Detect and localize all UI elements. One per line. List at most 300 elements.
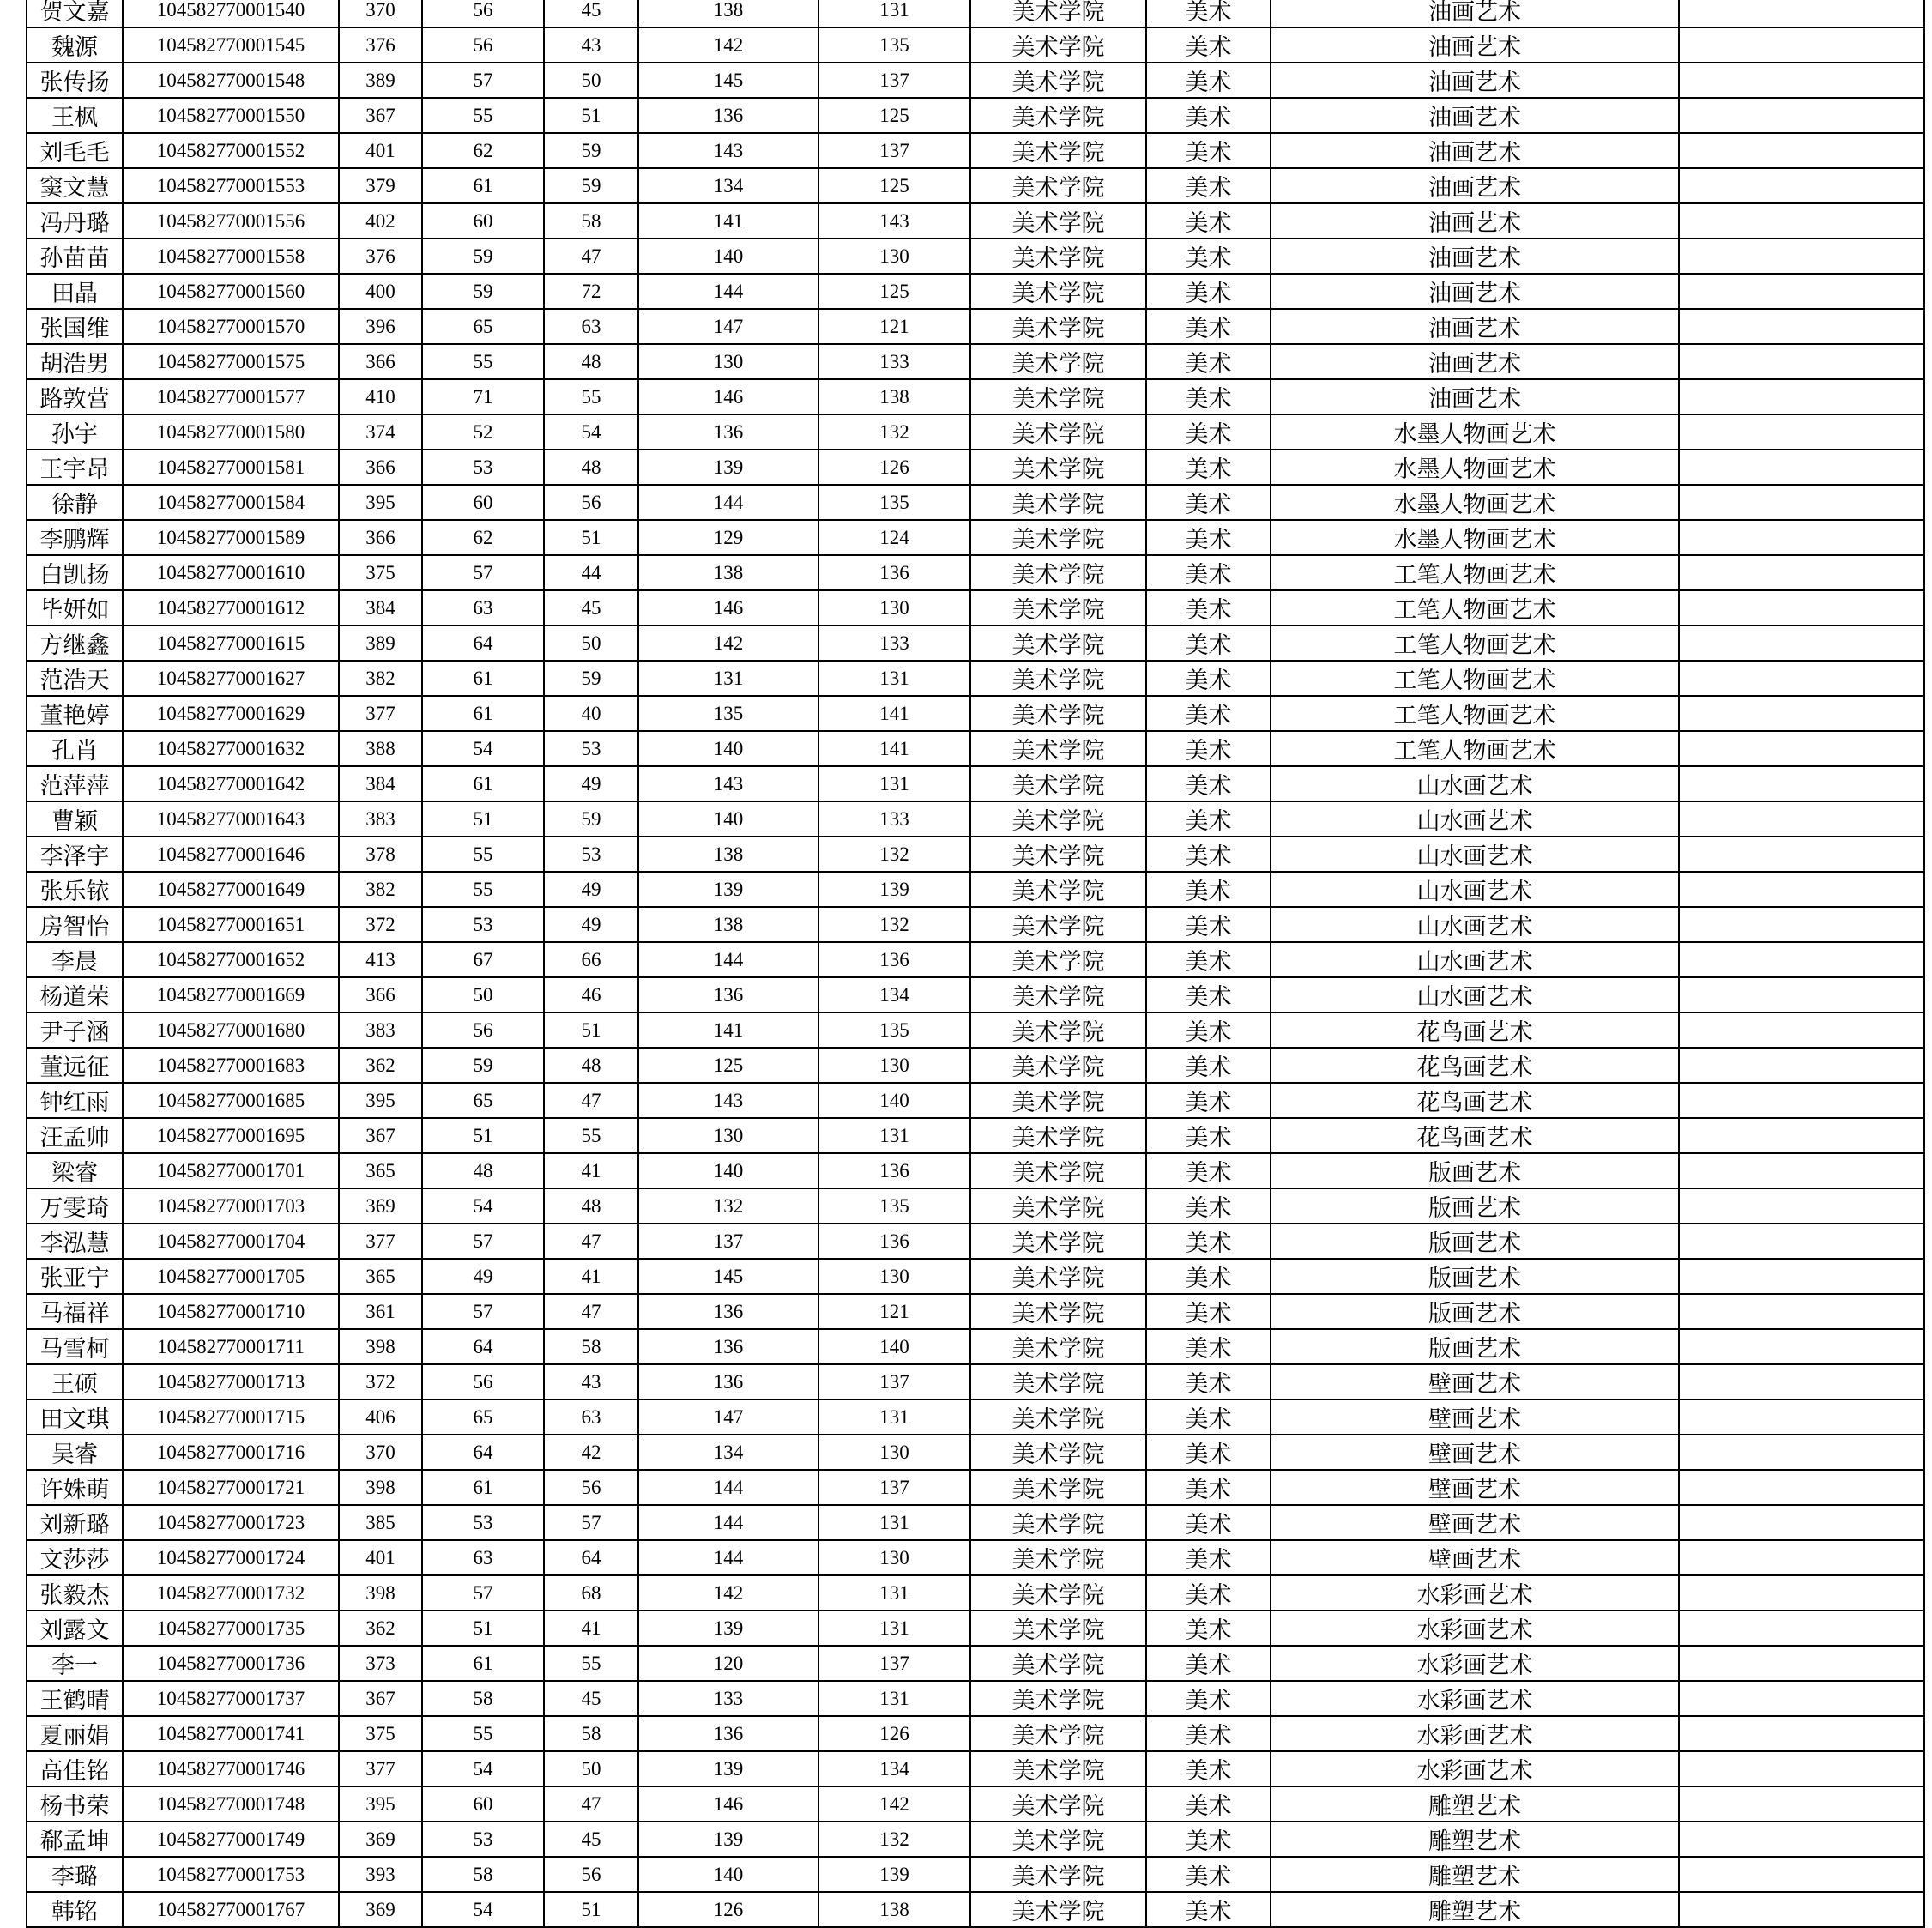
cell-remark (1679, 1822, 1924, 1857)
cell-score-4: 130 (818, 1259, 970, 1294)
cell-score-4: 121 (818, 1294, 970, 1329)
cell-college: 美术学院 (970, 1012, 1146, 1048)
cell-score-1: 61 (422, 1470, 544, 1505)
cell-score-3: 136 (638, 414, 818, 450)
table-row (27, 379, 1924, 414)
cell-major: 工笔人物画艺术 (1271, 555, 1679, 590)
cell-remark (1679, 1540, 1924, 1575)
cell-score-4: 141 (818, 696, 970, 731)
cell-score-3: 139 (638, 450, 818, 485)
cell-name: 马雪柯 (27, 1329, 123, 1364)
cell-total-score: 377 (339, 1751, 422, 1786)
cell-total-score: 366 (339, 450, 422, 485)
cell-name: 张乐铱 (27, 872, 123, 907)
cell-total-score: 396 (339, 309, 422, 344)
cell-exam-id: 104582770001540 (123, 0, 339, 27)
cell-remark (1679, 942, 1924, 977)
cell-score-2: 47 (544, 1786, 638, 1822)
cell-name: 房智怡 (27, 907, 123, 942)
cell-score-4: 134 (818, 977, 970, 1012)
cell-college: 美术学院 (970, 203, 1146, 239)
cell-major: 工笔人物画艺术 (1271, 590, 1679, 626)
cell-score-4: 135 (818, 485, 970, 520)
cell-category: 美术 (1146, 1048, 1271, 1083)
cell-major: 油画艺术 (1271, 63, 1679, 98)
cell-major: 花鸟画艺术 (1271, 1118, 1679, 1153)
cell-score-4: 138 (818, 1892, 970, 1927)
cell-score-4: 125 (818, 98, 970, 133)
cell-score-4: 139 (818, 1857, 970, 1892)
cell-exam-id: 104582770001552 (123, 133, 339, 168)
cell-major: 油画艺术 (1271, 133, 1679, 168)
cell-college: 美术学院 (970, 1153, 1146, 1188)
cell-name: 董远征 (27, 1048, 123, 1083)
cell-category: 美术 (1146, 344, 1271, 379)
cell-score-4: 125 (818, 274, 970, 309)
cell-remark (1679, 661, 1924, 696)
table-row (27, 1470, 1924, 1505)
cell-remark (1679, 1259, 1924, 1294)
table-row (27, 942, 1924, 977)
cell-exam-id: 104582770001695 (123, 1118, 339, 1153)
cell-remark (1679, 1012, 1924, 1048)
cell-college: 美术学院 (970, 1540, 1146, 1575)
cell-major: 工笔人物画艺术 (1271, 696, 1679, 731)
cell-score-2: 63 (544, 1399, 638, 1435)
cell-college: 美术学院 (970, 1786, 1146, 1822)
cell-score-1: 65 (422, 1399, 544, 1435)
cell-category: 美术 (1146, 1822, 1271, 1857)
cell-score-4: 131 (818, 661, 970, 696)
cell-college: 美术学院 (970, 27, 1146, 63)
cell-exam-id: 104582770001715 (123, 1399, 339, 1435)
cell-remark (1679, 1786, 1924, 1822)
table-row (27, 1611, 1924, 1646)
cell-remark (1679, 98, 1924, 133)
cell-exam-id: 104582770001545 (123, 27, 339, 63)
cell-score-1: 55 (422, 98, 544, 133)
cell-score-3: 141 (638, 1012, 818, 1048)
cell-remark (1679, 1857, 1924, 1892)
cell-score-3: 146 (638, 1786, 818, 1822)
cell-name: 张毅杰 (27, 1575, 123, 1611)
cell-score-4: 131 (818, 1399, 970, 1435)
cell-exam-id: 104582770001732 (123, 1575, 339, 1611)
cell-score-4: 133 (818, 344, 970, 379)
cell-category: 美术 (1146, 1399, 1271, 1435)
cell-score-2: 47 (544, 239, 638, 274)
cell-score-2: 53 (544, 837, 638, 872)
cell-total-score: 373 (339, 1646, 422, 1681)
cell-score-1: 56 (422, 1364, 544, 1399)
table-row (27, 1329, 1924, 1364)
cell-score-1: 64 (422, 626, 544, 661)
cell-score-4: 139 (818, 872, 970, 907)
cell-remark (1679, 837, 1924, 872)
cell-major: 油画艺术 (1271, 239, 1679, 274)
cell-score-3: 136 (638, 1329, 818, 1364)
cell-score-2: 58 (544, 1716, 638, 1751)
cell-category: 美术 (1146, 1259, 1271, 1294)
cell-name: 孙苗苗 (27, 239, 123, 274)
cell-name: 高佳铭 (27, 1751, 123, 1786)
cell-major: 壁画艺术 (1271, 1399, 1679, 1435)
cell-college: 美术学院 (970, 1611, 1146, 1646)
cell-exam-id: 104582770001685 (123, 1083, 339, 1118)
table-row (27, 0, 1924, 27)
cell-college: 美术学院 (970, 239, 1146, 274)
cell-category: 美术 (1146, 1083, 1271, 1118)
cell-name: 李泓慧 (27, 1224, 123, 1259)
cell-category: 美术 (1146, 1294, 1271, 1329)
cell-exam-id: 104582770001629 (123, 696, 339, 731)
cell-total-score: 369 (339, 1188, 422, 1224)
cell-category: 美术 (1146, 626, 1271, 661)
cell-score-4: 131 (818, 1575, 970, 1611)
cell-college: 美术学院 (970, 274, 1146, 309)
cell-major: 油画艺术 (1271, 309, 1679, 344)
cell-college: 美术学院 (970, 379, 1146, 414)
cell-total-score: 367 (339, 1681, 422, 1716)
cell-remark (1679, 344, 1924, 379)
cell-college: 美术学院 (970, 801, 1146, 837)
cell-score-4: 130 (818, 1435, 970, 1470)
cell-total-score: 370 (339, 1435, 422, 1470)
cell-score-3: 141 (638, 203, 818, 239)
cell-name: 李鹏辉 (27, 520, 123, 555)
cell-category: 美术 (1146, 27, 1271, 63)
cell-score-4: 132 (818, 414, 970, 450)
cell-exam-id: 104582770001581 (123, 450, 339, 485)
cell-college: 美术学院 (970, 1716, 1146, 1751)
cell-score-4: 135 (818, 27, 970, 63)
cell-score-4: 131 (818, 1118, 970, 1153)
cell-major: 版画艺术 (1271, 1224, 1679, 1259)
cell-score-4: 131 (818, 1611, 970, 1646)
cell-total-score: 402 (339, 203, 422, 239)
cell-name: 王宇昂 (27, 450, 123, 485)
cell-exam-id: 104582770001703 (123, 1188, 339, 1224)
cell-score-2: 58 (544, 1329, 638, 1364)
cell-category: 美术 (1146, 1470, 1271, 1505)
cell-college: 美术学院 (970, 1259, 1146, 1294)
cell-major: 水彩画艺术 (1271, 1716, 1679, 1751)
cell-score-2: 47 (544, 1224, 638, 1259)
cell-exam-id: 104582770001652 (123, 942, 339, 977)
cell-college: 美术学院 (970, 1575, 1146, 1611)
cell-remark (1679, 626, 1924, 661)
cell-total-score: 372 (339, 907, 422, 942)
cell-major: 壁画艺术 (1271, 1505, 1679, 1540)
cell-remark (1679, 1399, 1924, 1435)
cell-exam-id: 104582770001748 (123, 1786, 339, 1822)
cell-score-2: 45 (544, 1681, 638, 1716)
cell-college: 美术学院 (970, 837, 1146, 872)
cell-college: 美术学院 (970, 696, 1146, 731)
cell-score-1: 52 (422, 414, 544, 450)
table-row (27, 907, 1924, 942)
cell-remark (1679, 520, 1924, 555)
cell-score-4: 142 (818, 1786, 970, 1822)
cell-score-1: 49 (422, 1259, 544, 1294)
table-row (27, 168, 1924, 203)
cell-score-2: 53 (544, 731, 638, 766)
cell-score-1: 51 (422, 1118, 544, 1153)
cell-score-1: 64 (422, 1329, 544, 1364)
table-row (27, 1857, 1924, 1892)
cell-name: 董艳婷 (27, 696, 123, 731)
cell-score-1: 48 (422, 1153, 544, 1188)
cell-category: 美术 (1146, 1857, 1271, 1892)
cell-score-4: 135 (818, 1188, 970, 1224)
cell-major: 水彩画艺术 (1271, 1751, 1679, 1786)
cell-college: 美术学院 (970, 590, 1146, 626)
cell-name: 韩铭 (27, 1892, 123, 1927)
cell-score-3: 140 (638, 1857, 818, 1892)
cell-exam-id: 104582770001550 (123, 98, 339, 133)
cell-score-1: 63 (422, 590, 544, 626)
cell-score-3: 143 (638, 766, 818, 801)
cell-total-score: 398 (339, 1575, 422, 1611)
cell-exam-id: 104582770001615 (123, 626, 339, 661)
cell-score-3: 143 (638, 1083, 818, 1118)
cell-name: 李一 (27, 1646, 123, 1681)
cell-name: 徐静 (27, 485, 123, 520)
cell-score-3: 143 (638, 133, 818, 168)
cell-remark (1679, 1294, 1924, 1329)
cell-college: 美术学院 (970, 63, 1146, 98)
cell-score-3: 147 (638, 1399, 818, 1435)
cell-category: 美术 (1146, 1575, 1271, 1611)
cell-score-4: 126 (818, 450, 970, 485)
cell-score-2: 51 (544, 98, 638, 133)
cell-major: 水彩画艺术 (1271, 1611, 1679, 1646)
cell-major: 版画艺术 (1271, 1329, 1679, 1364)
cell-name: 钟红雨 (27, 1083, 123, 1118)
cell-score-4: 143 (818, 203, 970, 239)
table-row (27, 414, 1924, 450)
cell-name: 杨书荣 (27, 1786, 123, 1822)
cell-score-1: 59 (422, 274, 544, 309)
cell-exam-id: 104582770001610 (123, 555, 339, 590)
cell-score-2: 59 (544, 168, 638, 203)
cell-remark (1679, 1681, 1924, 1716)
cell-score-3: 146 (638, 379, 818, 414)
cell-major: 油画艺术 (1271, 27, 1679, 63)
cell-score-2: 55 (544, 1646, 638, 1681)
table-row (27, 1716, 1924, 1751)
cell-exam-id: 104582770001683 (123, 1048, 339, 1083)
cell-remark (1679, 1224, 1924, 1259)
cell-major: 水彩画艺术 (1271, 1646, 1679, 1681)
cell-college: 美术学院 (970, 1364, 1146, 1399)
cell-score-2: 49 (544, 907, 638, 942)
cell-major: 雕塑艺术 (1271, 1857, 1679, 1892)
cell-category: 美术 (1146, 520, 1271, 555)
table-row (27, 1399, 1924, 1435)
cell-score-1: 60 (422, 203, 544, 239)
cell-college: 美术学院 (970, 168, 1146, 203)
cell-category: 美术 (1146, 1224, 1271, 1259)
cell-score-3: 129 (638, 520, 818, 555)
cell-name: 毕妍如 (27, 590, 123, 626)
cell-category: 美术 (1146, 485, 1271, 520)
cell-score-1: 58 (422, 1681, 544, 1716)
cell-category: 美术 (1146, 133, 1271, 168)
table-row (27, 801, 1924, 837)
cell-remark (1679, 1435, 1924, 1470)
cell-remark (1679, 801, 1924, 837)
cell-category: 美术 (1146, 1505, 1271, 1540)
cell-college: 美术学院 (970, 731, 1146, 766)
cell-name: 李璐 (27, 1857, 123, 1892)
cell-score-1: 61 (422, 661, 544, 696)
cell-college: 美术学院 (970, 766, 1146, 801)
cell-total-score: 393 (339, 1857, 422, 1892)
cell-remark (1679, 27, 1924, 63)
cell-name: 孙宇 (27, 414, 123, 450)
cell-exam-id: 104582770001575 (123, 344, 339, 379)
cell-score-3: 144 (638, 274, 818, 309)
cell-remark (1679, 696, 1924, 731)
cell-name: 曹颖 (27, 801, 123, 837)
cell-college: 美术学院 (970, 1505, 1146, 1540)
cell-major: 油画艺术 (1271, 0, 1679, 27)
cell-total-score: 370 (339, 0, 422, 27)
cell-name: 魏源 (27, 27, 123, 63)
cell-score-1: 62 (422, 520, 544, 555)
cell-score-3: 134 (638, 168, 818, 203)
cell-score-4: 138 (818, 379, 970, 414)
table-row (27, 63, 1924, 98)
cell-college: 美术学院 (970, 661, 1146, 696)
cell-score-1: 53 (422, 1822, 544, 1857)
cell-score-3: 131 (638, 661, 818, 696)
cell-exam-id: 104582770001704 (123, 1224, 339, 1259)
cell-remark (1679, 1716, 1924, 1751)
cell-score-4: 137 (818, 1364, 970, 1399)
table-row (27, 766, 1924, 801)
cell-score-3: 138 (638, 555, 818, 590)
cell-name: 万雯琦 (27, 1188, 123, 1224)
cell-score-3: 132 (638, 1188, 818, 1224)
cell-remark (1679, 1188, 1924, 1224)
cell-total-score: 365 (339, 1259, 422, 1294)
cell-name: 马福祥 (27, 1294, 123, 1329)
table-row (27, 1646, 1924, 1681)
cell-exam-id: 104582770001749 (123, 1822, 339, 1857)
cell-category: 美术 (1146, 1892, 1271, 1927)
cell-major: 壁画艺术 (1271, 1435, 1679, 1470)
cell-score-4: 137 (818, 63, 970, 98)
cell-score-4: 132 (818, 837, 970, 872)
cell-major: 水彩画艺术 (1271, 1681, 1679, 1716)
table-row (27, 1118, 1924, 1153)
table-row (27, 626, 1924, 661)
cell-score-1: 54 (422, 1751, 544, 1786)
cell-major: 山水画艺术 (1271, 766, 1679, 801)
cell-remark (1679, 1646, 1924, 1681)
cell-exam-id: 104582770001584 (123, 485, 339, 520)
cell-score-4: 135 (818, 1012, 970, 1048)
cell-category: 美术 (1146, 203, 1271, 239)
cell-exam-id: 104582770001741 (123, 1716, 339, 1751)
cell-score-1: 61 (422, 168, 544, 203)
cell-remark (1679, 485, 1924, 520)
cell-name: 郗孟坤 (27, 1822, 123, 1857)
cell-name: 王硕 (27, 1364, 123, 1399)
cell-score-2: 47 (544, 1083, 638, 1118)
cell-total-score: 376 (339, 27, 422, 63)
cell-total-score: 395 (339, 1786, 422, 1822)
cell-remark (1679, 1470, 1924, 1505)
table-row (27, 977, 1924, 1012)
cell-name: 夏丽娟 (27, 1716, 123, 1751)
cell-score-1: 60 (422, 1786, 544, 1822)
cell-total-score: 367 (339, 98, 422, 133)
cell-name: 刘新璐 (27, 1505, 123, 1540)
cell-score-1: 57 (422, 1294, 544, 1329)
cell-major: 花鸟画艺术 (1271, 1012, 1679, 1048)
cell-score-4: 137 (818, 1470, 970, 1505)
cell-category: 美术 (1146, 63, 1271, 98)
cell-remark (1679, 1048, 1924, 1083)
cell-major: 山水画艺术 (1271, 907, 1679, 942)
cell-major: 工笔人物画艺术 (1271, 626, 1679, 661)
cell-remark (1679, 1505, 1924, 1540)
cell-score-2: 48 (544, 1188, 638, 1224)
cell-score-4: 131 (818, 1505, 970, 1540)
cell-name: 李晨 (27, 942, 123, 977)
cell-category: 美术 (1146, 1611, 1271, 1646)
cell-total-score: 384 (339, 766, 422, 801)
cell-score-2: 58 (544, 203, 638, 239)
cell-score-2: 48 (544, 1048, 638, 1083)
cell-name: 李泽宇 (27, 837, 123, 872)
cell-total-score: 367 (339, 1118, 422, 1153)
cell-category: 美术 (1146, 168, 1271, 203)
cell-total-score: 383 (339, 1012, 422, 1048)
cell-exam-id: 104582770001721 (123, 1470, 339, 1505)
cell-college: 美术学院 (970, 626, 1146, 661)
cell-score-4: 131 (818, 0, 970, 27)
cell-total-score: 377 (339, 696, 422, 731)
cell-category: 美术 (1146, 0, 1271, 27)
cell-major: 油画艺术 (1271, 274, 1679, 309)
cell-total-score: 362 (339, 1611, 422, 1646)
cell-score-2: 41 (544, 1259, 638, 1294)
cell-name: 王枫 (27, 98, 123, 133)
cell-category: 美术 (1146, 1118, 1271, 1153)
cell-score-3: 136 (638, 1716, 818, 1751)
cell-score-3: 147 (638, 309, 818, 344)
cell-category: 美术 (1146, 696, 1271, 731)
cell-remark (1679, 977, 1924, 1012)
cell-major: 壁画艺术 (1271, 1364, 1679, 1399)
cell-total-score: 384 (339, 590, 422, 626)
cell-major: 山水画艺术 (1271, 977, 1679, 1012)
cell-college: 美术学院 (970, 1329, 1146, 1364)
cell-category: 美术 (1146, 379, 1271, 414)
cell-name: 白凯扬 (27, 555, 123, 590)
cell-name: 方继鑫 (27, 626, 123, 661)
cell-total-score: 376 (339, 239, 422, 274)
cell-college: 美术学院 (970, 1048, 1146, 1083)
cell-total-score: 366 (339, 520, 422, 555)
cell-score-2: 46 (544, 977, 638, 1012)
cell-total-score: 378 (339, 837, 422, 872)
cell-exam-id: 104582770001736 (123, 1646, 339, 1681)
